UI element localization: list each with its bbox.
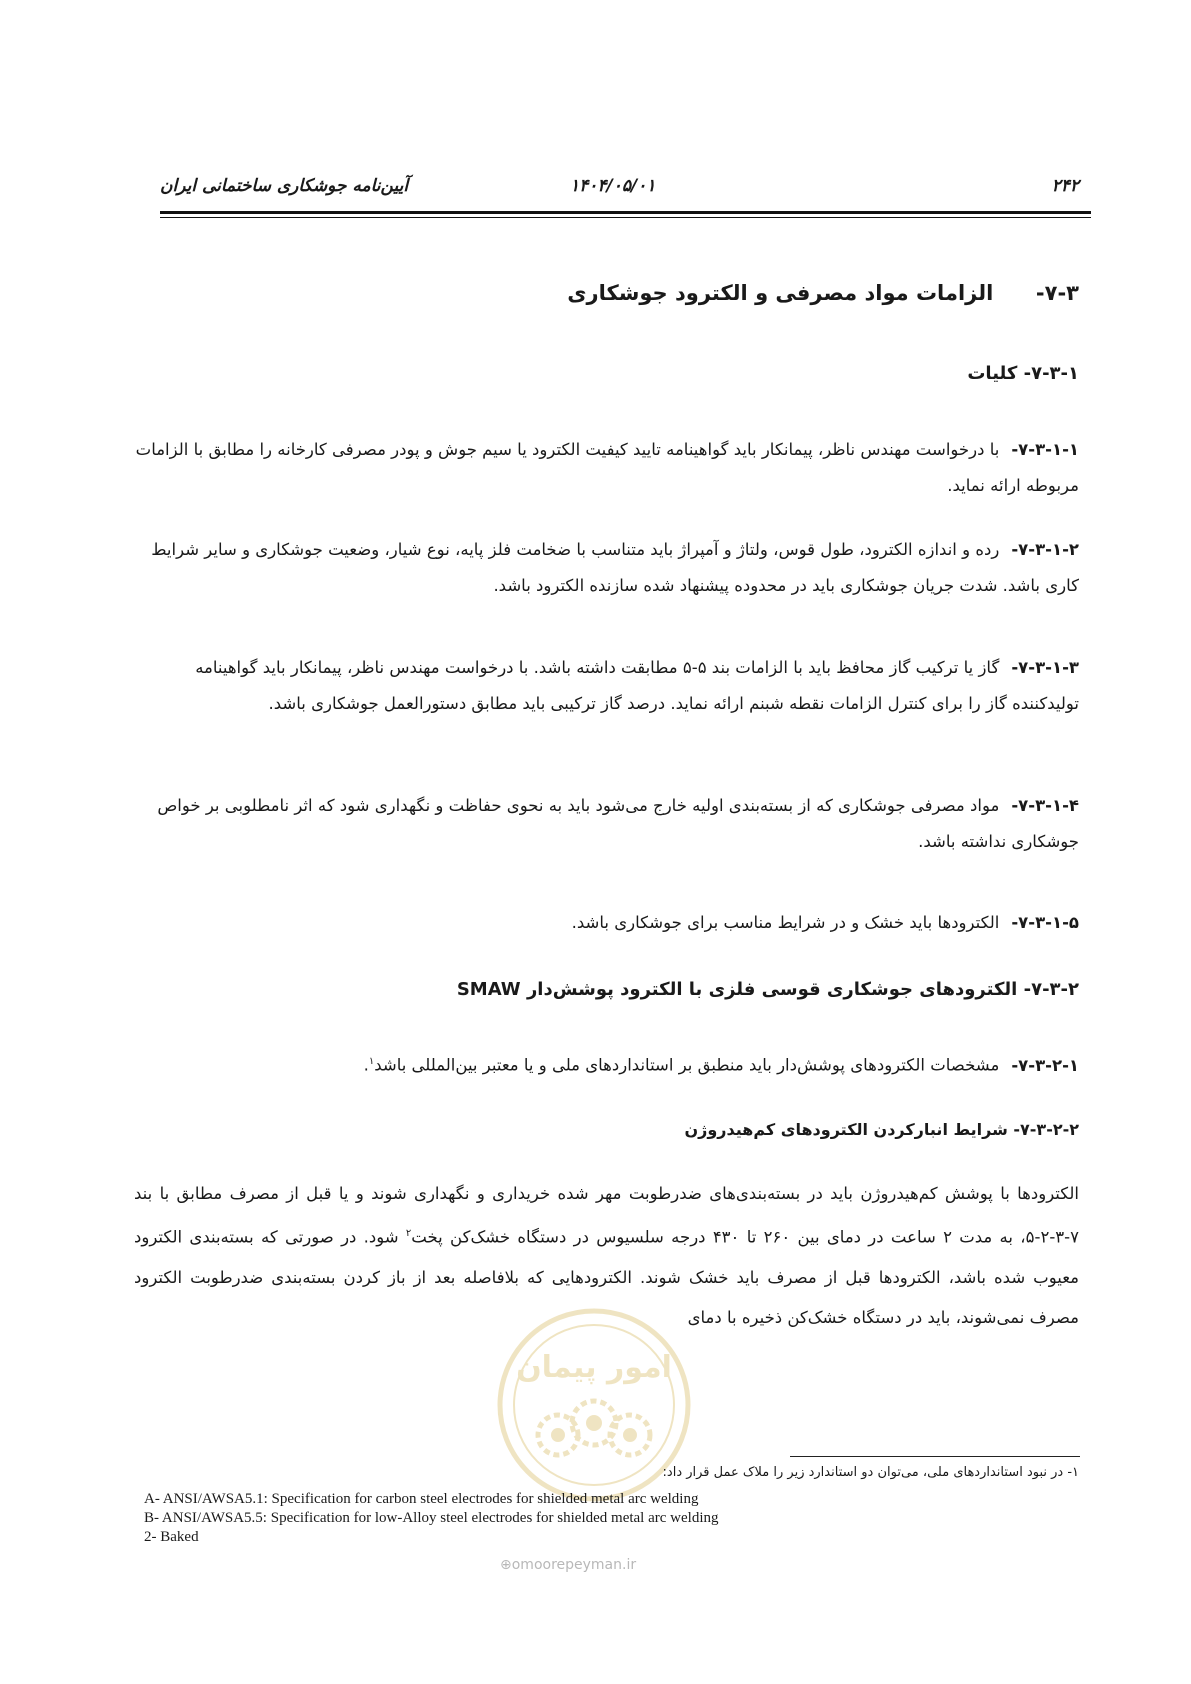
clause-text: با درخواست مهندس ناظر، پیمانکار باید گواهینامه تایید کیفیت الکترود یا سیم جوش و پودر مصرفی کارخانه را مطابق با الزامات مربوطه ارائه نماید. [135, 440, 1079, 495]
section-number: ۷-۳- [1035, 281, 1079, 305]
footnote-ref-2: ۲ [405, 1228, 412, 1239]
paragraph-7-3-1-2 [134, 532, 1079, 604]
clause-text: رده و اندازه الکترود، طول قوس، ولتاژ و آمپراژ باید متناسب با ضخامت فلز پایه، نوع شیار، وضعیت جوشکاری و سایر شرایط کاری باشد. شدت جریان جوشکاری باید در محدوده پیشنهاد شده سازنده الکترود باشد. [151, 540, 1079, 595]
page-number: ۲۴۲ [1051, 176, 1079, 196]
header-date: ۱۴۰۴/۰۵/۰۱ [570, 176, 656, 196]
watermark-site [500, 1557, 636, 1573]
clause-tail: . [363, 1055, 369, 1075]
clause-text: گاز یا ترکیب گاز محافظ باید با الزامات بند ۵-۵ مطابقت داشته باشد. با درخواست مهندس ناظر، پیمانکار باید گواهینامه تولیدکننده گاز را برای کنترل الزامات نقطه شبنم ارائه نماید. درصد گاز ترکیبی باید مطابق دستورالعمل جوشکاری باشد. [195, 658, 1079, 713]
clause-text: مواد مصرفی جوشکاری که از بسته‌بندی اولیه خارج می‌شود باید به نحوی حفاظت و نگهداری شود که اثر نامطلوبی بر خواص جوشکاری نداشته باشد. [157, 796, 1079, 851]
paragraph-7-3-1-5 [439, 905, 1079, 941]
clause-text: مشخصات الکترودهای پوشش‌دار باید منطبق بر استانداردهای ملی و یا معتبر بین‌المللی باشد [374, 1055, 1000, 1075]
seal-text: امور پیمان [516, 1350, 672, 1385]
subsection-heading-general: ۷-۳-۱- کلیات [967, 363, 1079, 384]
clause-number: ۷-۳-۱-۳- [1011, 658, 1079, 677]
paragraph-7-3-2-1 [134, 1044, 1079, 1084]
footnote-1-persian: ۱- در نبود استانداردهای ملی، می‌توان دو استاندارد زیر را ملاک عمل قرار داد: [662, 1465, 1079, 1480]
footnote-standard-b: B- ANSI/AWSA5.5: Specification for low-Alloy steel electrodes for shielded metal arc welding [144, 1510, 719, 1526]
storage-text-a: الکترودها با پوشش کم‌هیدروژن باید در بسته‌بندی‌های ضدرطوبت مهر شده خریداری و نگهداری شوند و یا قبل از مصرف مطابق با بند ۷-۳-۲-۵، به مدت ۲ ساعت در دمای بین ۲۶۰ تا ۴۳۰ درجه سلسیوس در دستگاه خشک‌کن پخت [134, 1184, 1080, 1247]
footnote-2: 2- Baked [144, 1529, 199, 1545]
header-rule-thin [160, 217, 1091, 218]
globe-icon: ⊕ [500, 1557, 512, 1573]
subsection-heading-smaw: ۷-۳-۲- الکترودهای جوشکاری قوسی فلزی با الکترود پوشش‌دار SMAW [456, 979, 1079, 1000]
section-heading [567, 281, 1079, 305]
storage-text-b: شود. در صورتی که بسته‌بندی الکترود معیوب شده باشد، الکترودها قبل از مصرف باید خشک شوند. الکترودهایی که بلافاصله بعد از باز کردن بسته‌بندی ضدرطوبت الکترود مصرف نمی‌شوند، باید در دستگاه خشک‌کن ذخیره با دمای [134, 1227, 1079, 1327]
clause-text: الکترودها باید خشک و در شرایط مناسب برای جوشکاری باشد. [571, 913, 1000, 932]
subsubsection-heading-storage: ۷-۳-۲-۲- شرایط انبارکردن الکترودهای کم‌هیدروژن [684, 1120, 1079, 1139]
clause-number: ۷-۳-۲-۱- [1011, 1055, 1079, 1075]
header-title: آیین‌نامه جوشکاری ساختمانی ایران [160, 176, 409, 196]
paragraph-7-3-1-4 [134, 788, 1079, 860]
footnote-ref-1: ۱ [368, 1056, 375, 1067]
footnote-rule [790, 1456, 1080, 1457]
clause-number: ۷-۳-۱-۱- [1011, 440, 1079, 459]
section-title: الزامات مواد مصرفی و الکترود جوشکاری [567, 281, 994, 305]
clause-number: ۷-۳-۱-۲- [1011, 540, 1079, 559]
footnote-standard-a: A- ANSI/AWSA5.1: Specification for carbon steel electrodes for shielded metal arc welding [144, 1491, 699, 1507]
header-rule-thick [160, 211, 1091, 214]
watermark-site-text: omoorepeyman.ir [511, 1557, 637, 1573]
clause-number: ۷-۳-۱-۴- [1011, 796, 1079, 815]
clause-number: ۷-۳-۱-۵- [1011, 913, 1079, 932]
paragraph-7-3-1-1 [134, 432, 1079, 504]
paragraph-7-3-1-3 [134, 650, 1079, 722]
